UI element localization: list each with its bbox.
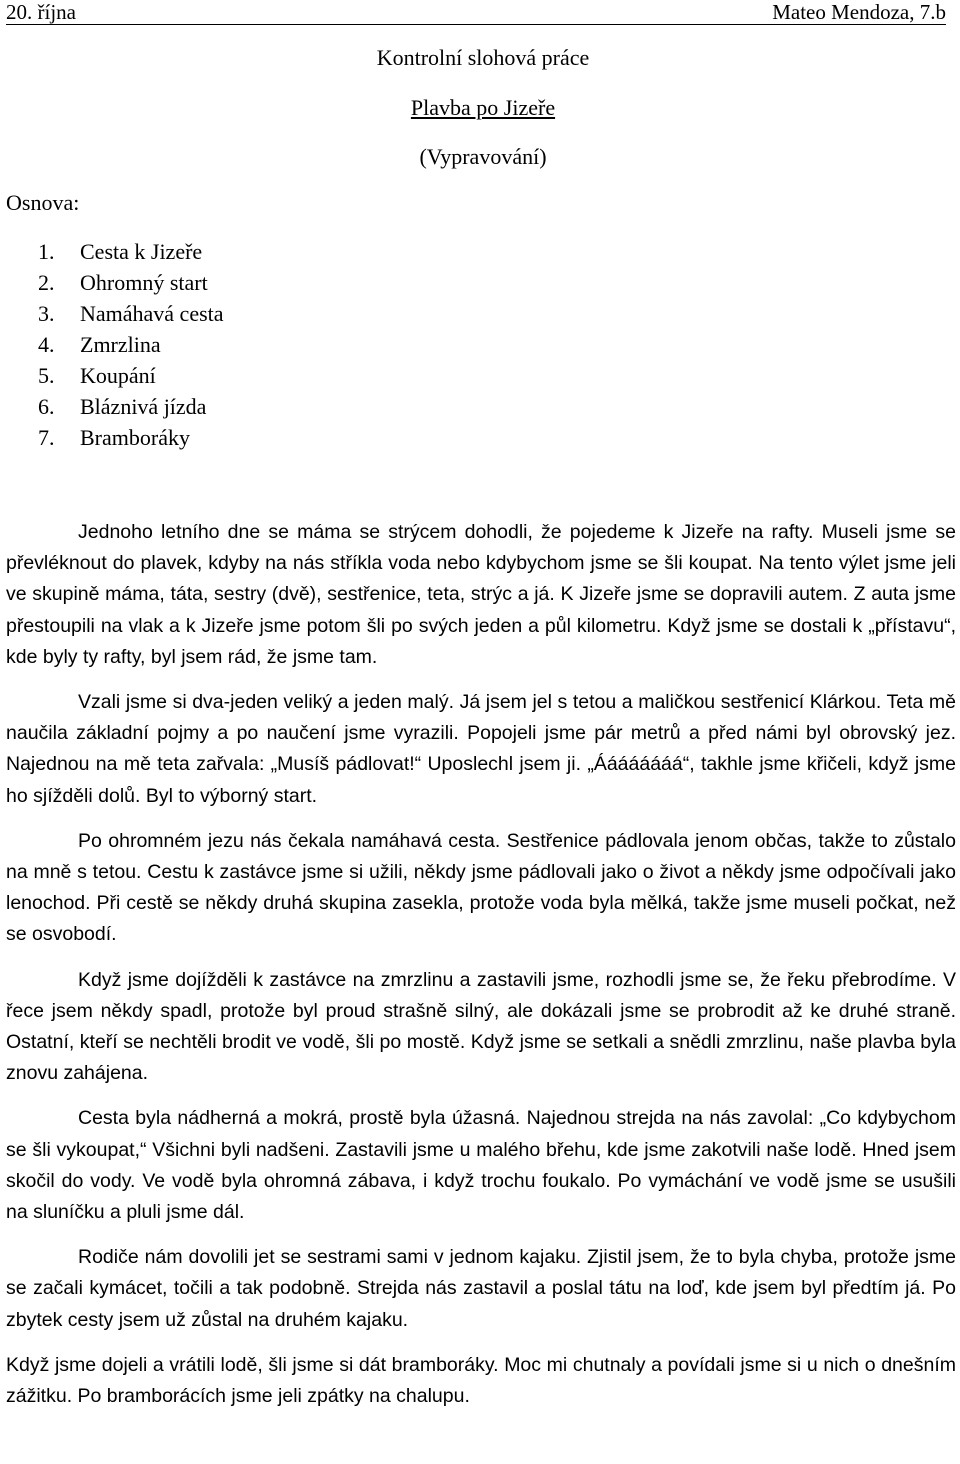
outline-item bbox=[38, 301, 224, 332]
outline-item bbox=[38, 239, 224, 270]
essay-paragraph: Když jsme dojeli a vrátili lodě, šli jsme si dát bramboráky. Moc mi chutnaly a povídali jsme si u nich o dnešním zážitku. Po bramborácích jsme jeli zpátky na chalupu. bbox=[6, 1353, 956, 1408]
essay-paragraph: Jednoho letního dne se máma se strýcem dohodli, že pojedeme k Jizeře na rafty. Museli jsme se převléknout do plavek, kdyby na nás stříkla voda nebo kdybychom jsme se šli koupat. Na tento výlet jsme jeli ve skupině máma, táta, sestry (dvě), sestřenice, teta, strýc a já. K Jizeře jsme se dopravili autem. Z auta jsme přestoupili na vlak a k Jizeře jsme potom šli po svých jeden a půl kilometru. Když jsme se dostali k „přístavu“, kde byly ty rafty, byl jsem rád, že jsme tam. bbox=[6, 521, 956, 668]
outline-label: Osnova: bbox=[6, 190, 80, 215]
essay-paragraph: Rodiče nám dovolili jet se sestrami sami v jednom kajaku. Zjistil jsem, že to byla chyba, protože jsme se začali kymácet, točili a tak podobně. Strejda nás zastavil a poslal tátu na loď, kde jsem byl předtím já. Po zbytek cesty jsem už zůstal na druhém kajaku. bbox=[6, 1246, 956, 1331]
outline-item-number: 2. bbox=[38, 270, 55, 295]
outline-item-text: Zmrzlina bbox=[80, 332, 161, 357]
essay-body bbox=[6, 517, 956, 1426]
essay-paragraph: Po ohromném jezu nás čekala namáhavá cesta. Sestřenice pádlovala jenom občas, takže to zůstalo na mně s tetou. Cestu k zastávce jsme si užili, někdy jsme pádlovali jako o život a někdy jsme odpočívali jako lenochod. Při cestě se někdy druhá skupina zasekla, protože voda byla mělká, takže jsme museli počkat, než se osvobodí. bbox=[6, 829, 956, 946]
outline-item bbox=[38, 425, 224, 456]
outline-item-text: Cesta k Jizeře bbox=[80, 239, 203, 264]
essay-paragraph: Cesta byla nádherná a mokrá, prostě byla úžasná. Najednou strejda na nás zavolal: „Co kdybychom se šli vykoupat,“ Všichni byli nadšeni. Zastavili jsme u malého břehu, kde jsme zakotvili naše lodě. Hned jsem skočil do vody. Ve vodě byla ohromná zábava, i když trochu foukalo. Po vymáchání ve vodě jsme se usušili na sluníčku a pluli jsme dál. bbox=[6, 1107, 956, 1224]
outline-item-number: 4. bbox=[38, 332, 55, 357]
document-title: Plavba po Jizeře bbox=[410, 95, 556, 120]
outline-item-text: Ohromný start bbox=[80, 270, 208, 295]
outline-item-number: 6. bbox=[38, 394, 55, 419]
outline-item-number: 5. bbox=[38, 363, 55, 388]
header-author: Mateo Mendoza, 7.b bbox=[772, 0, 946, 24]
outline-item bbox=[38, 363, 224, 394]
outline-item bbox=[38, 270, 224, 301]
outline-item-number: 3. bbox=[38, 301, 55, 326]
outline-item bbox=[38, 394, 224, 425]
outline-list bbox=[38, 239, 224, 456]
outline-item-text: Bramboráky bbox=[80, 425, 190, 450]
document-title-line bbox=[0, 95, 960, 121]
header-date: 20. října bbox=[6, 0, 76, 24]
outline-item-text: Koupání bbox=[80, 363, 156, 388]
outline-item-text: Bláznivá jízda bbox=[80, 394, 207, 419]
outline-item-number: 1. bbox=[38, 239, 55, 264]
essay-paragraph: Vzali jsme si dva-jeden veliký a jeden malý. Já jsem jel s tetou a maličkou sestřenicí Klárkou. Teta mě naučila základní pojmy a po naučení jsme vyrazili. Popojeli jsme pár metrů a před námi byl obrovský jez. Najednou na mě teta zařvala: „Musíš pádlovat!“ Uposlechl jsem ji. „Áááááááá“, takhle jsme křičeli, když jsme ho sjížděli dolů. Byl to výborný start. bbox=[6, 691, 956, 807]
document-heading: Kontrolní slohová práce bbox=[376, 45, 590, 70]
outline-item-number: 7. bbox=[38, 425, 55, 450]
essay-paragraph: Když jsme dojížděli k zastávce na zmrzlinu a zastavili jsme, rozhodli jsme se, že řeku přebrodíme. V řece jsem někdy spadl, protože byl proud strašně silný, ale dokázali jsme se probrodit až ke druhé straně. Ostatní, kteří se nechtěli brodit ve vodě, šli po mostě. Když jsme se setkali a snědli zmrzlinu, naše plavba byla znovu zahájena. bbox=[6, 968, 956, 1085]
page-header bbox=[6, 0, 946, 25]
outline-item-text: Namáhavá cesta bbox=[80, 301, 224, 326]
outline-item bbox=[38, 332, 224, 363]
document-genre: (Vypravování) bbox=[419, 144, 547, 169]
